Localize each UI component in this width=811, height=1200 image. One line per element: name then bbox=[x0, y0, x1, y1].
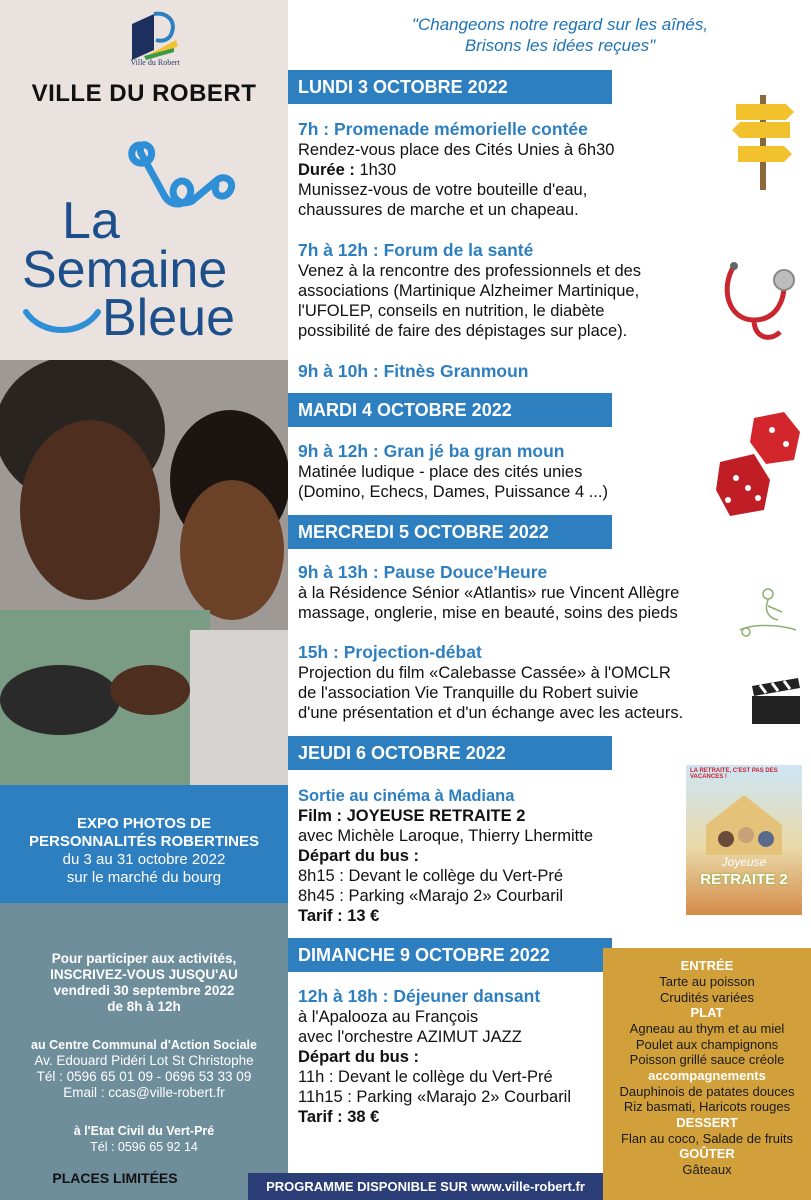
brand-semaine: Semaine bbox=[22, 241, 228, 299]
poster-house-icon bbox=[696, 785, 792, 855]
event-line: (Domino, Echecs, Dames, Puissance 4 ...) bbox=[298, 483, 608, 501]
menu-heading: GOÛTER bbox=[679, 1146, 735, 1161]
menu-heading: ENTRÉE bbox=[680, 958, 734, 973]
reg-line3: vendredi 30 septembre 2022 bbox=[53, 983, 235, 998]
menu-item: Dauphinois de patates douces bbox=[619, 1083, 795, 1099]
ccas-address: Av. Edouard Pidéri Lot St Christophe bbox=[34, 1053, 254, 1068]
reg-line2: INSCRIVEZ-VOUS JUSQU'AU bbox=[50, 967, 238, 982]
event-line: possibilité de faire des dépistages sur place). bbox=[298, 322, 628, 340]
menu-item: Poulet aux champignons bbox=[635, 1036, 779, 1052]
menu-item: Riz basmati, Haricots rouges bbox=[623, 1099, 791, 1114]
ccas-email[interactable]: Email : ccas@ville-robert.fr bbox=[63, 1085, 225, 1100]
stethoscope-icon bbox=[718, 258, 798, 348]
ccas-name: au Centre Communal d'Action Sociale bbox=[31, 1038, 257, 1052]
bus-label: Départ du bus : bbox=[298, 1048, 420, 1066]
ccas-phone: Tél : 0596 65 01 09 - 0696 53 33 09 bbox=[36, 1069, 252, 1084]
tarif: Tarif : 13 € bbox=[298, 907, 380, 925]
event-text bbox=[298, 462, 608, 502]
clapperboard-icon bbox=[748, 676, 804, 726]
menu-heading: PLAT bbox=[690, 1005, 724, 1020]
expo-line2: PERSONNALITÉS ROBERTINES bbox=[28, 833, 260, 850]
event-line: chaussures de marche et un chapeau. bbox=[298, 201, 579, 219]
reg-line4: de 8h à 12h bbox=[107, 999, 181, 1014]
expo-line3: du 3 au 31 octobre 2022 bbox=[62, 851, 226, 868]
expo-banner bbox=[0, 785, 288, 903]
event-text bbox=[298, 663, 683, 723]
day-header-mercredi: MERCREDI 5 OCTOBRE 2022 bbox=[288, 515, 612, 549]
menu-item: Crudités variées bbox=[660, 989, 754, 1005]
etat-civil-phone: Tél : 0596 65 92 14 bbox=[90, 1140, 198, 1154]
spacer bbox=[0, 1101, 288, 1123]
event-text bbox=[298, 583, 679, 623]
menu-item: Flan au coco, Salade de fruits bbox=[621, 1130, 793, 1146]
event-value: 1h30 bbox=[359, 161, 397, 179]
reg-line1: Pour participer aux activités, bbox=[51, 951, 237, 966]
event-text bbox=[298, 806, 593, 926]
event-text bbox=[298, 1007, 571, 1127]
smile-icon bbox=[22, 302, 102, 342]
event-line: à la Résidence Sénior «Atlantis» rue Vincent Allègre bbox=[298, 584, 680, 602]
ribbon-logo-icon bbox=[120, 135, 250, 235]
film-title: Film : JOYEUSE RETRAITE 2 bbox=[298, 807, 526, 825]
slogan bbox=[330, 14, 790, 56]
event-title: 15h : Projection-débat bbox=[298, 642, 482, 662]
menu-panel bbox=[603, 948, 811, 1200]
signpost-icon bbox=[728, 90, 798, 190]
footer-banner[interactable]: PROGRAMME DISPONIBLE SUR www.ville-robert.fr bbox=[248, 1173, 603, 1200]
day-header-mardi: MARDI 4 OCTOBRE 2022 bbox=[288, 393, 612, 427]
poster-word2: RETRAITE 2 bbox=[700, 871, 788, 888]
event-title: 7h à 12h : Forum de la santé bbox=[298, 240, 534, 260]
places-limited: PLACES LIMITÉES bbox=[52, 1170, 178, 1186]
event-line: associations (Martinique Alzheimer Martinique, bbox=[298, 282, 640, 300]
menu-heading: DESSERT bbox=[676, 1114, 738, 1130]
event-line: l'UFOLEP, conseils en nutrition, le diabète bbox=[298, 302, 605, 320]
event-line: 8h15 : Devant le collège du Vert-Pré bbox=[298, 867, 564, 885]
logo-caption: Ville du Robert bbox=[130, 58, 180, 67]
dice-icon bbox=[714, 408, 804, 518]
event-title: 9h à 10h : Fitnès Granmoun bbox=[298, 361, 529, 381]
event-line: 11h15 : Parking «Marajo 2» Courbaril bbox=[298, 1088, 572, 1106]
brand-la: La bbox=[62, 192, 120, 250]
event-line: 11h : Devant le collège du Vert-Pré bbox=[298, 1068, 553, 1086]
tarif: Tarif : 38 € bbox=[298, 1108, 380, 1126]
event-title: 9h à 13h : Pause Douce'Heure bbox=[298, 562, 548, 582]
bus-label: Départ du bus : bbox=[298, 847, 420, 865]
movie-poster bbox=[686, 765, 802, 915]
event-line: Munissez-vous de votre bouteille d'eau, bbox=[298, 181, 588, 199]
slogan-line2: Brisons les idées reçues" bbox=[464, 36, 656, 55]
city-title: VILLE DU ROBERT bbox=[31, 80, 257, 107]
menu-item: Tarte au poisson bbox=[659, 974, 755, 989]
event-text bbox=[298, 140, 614, 220]
day-header-lundi: LUNDI 3 OCTOBRE 2022 bbox=[288, 70, 612, 104]
event-line: avec l'orchestre AZIMUT JAZZ bbox=[298, 1028, 522, 1046]
brand-bleue: Bleue bbox=[102, 289, 235, 347]
spacer bbox=[0, 1015, 288, 1037]
menu-item: Gâteaux bbox=[682, 1162, 732, 1177]
event-text bbox=[298, 261, 641, 341]
registration-panel bbox=[0, 903, 288, 1200]
event-title: Sortie au cinéma à Madiana bbox=[298, 787, 515, 805]
hero-photo bbox=[0, 360, 288, 785]
event-label: Durée : bbox=[298, 161, 360, 179]
event-line: massage, onglerie, mise en beauté, soins des pieds bbox=[298, 604, 678, 622]
event-line: à l'Apalooza au François bbox=[298, 1008, 479, 1026]
event-title: 7h : Promenade mémorielle contée bbox=[298, 119, 588, 139]
event-line: Rendez-vous place des Cités Unies à 6h30 bbox=[298, 141, 615, 159]
menu-item: Poisson grillé sauce créole bbox=[629, 1052, 785, 1067]
event-title: 12h à 18h : Déjeuner dansant bbox=[298, 986, 541, 1006]
day-header-dimanche: DIMANCHE 9 OCTOBRE 2022 bbox=[288, 938, 612, 972]
slogan-line1: "Changeons notre regard sur les aînés, bbox=[411, 15, 709, 34]
event-line: de l'association Vie Tranquille du Robert suivie bbox=[298, 684, 639, 702]
expo-line1: EXPO PHOTOS DE bbox=[77, 815, 211, 832]
menu-heading: accompagnements bbox=[648, 1067, 766, 1083]
poster-word1: Joyeuse bbox=[721, 855, 767, 869]
massage-icon bbox=[738, 586, 800, 640]
event-line: avec Michèle Laroque, Thierry Lhermitte bbox=[298, 827, 594, 845]
event-line: Matinée ludique - place des cités unies bbox=[298, 463, 583, 481]
event-line: Projection du film «Calebasse Cassée» à l'OMCLR bbox=[298, 664, 671, 682]
day-header-jeudi: JEUDI 6 OCTOBRE 2022 bbox=[288, 736, 612, 770]
event-title: 9h à 12h : Gran jé ba gran moun bbox=[298, 441, 565, 461]
event-line: 8h45 : Parking «Marajo 2» Courbaril bbox=[298, 887, 564, 905]
left-column bbox=[0, 0, 288, 1200]
menu-item: Agneau au thym et au miel bbox=[629, 1021, 785, 1036]
event-line: Venez à la rencontre des professionnels et des bbox=[298, 262, 642, 280]
poster-tagline: LA RETRAITE, C'EST PAS DES VACANCES ! bbox=[690, 768, 778, 780]
etat-civil-name: à l'Etat Civil du Vert-Pré bbox=[73, 1124, 215, 1138]
event-line: d'une présentation et d'un échange avec les acteurs. bbox=[298, 704, 684, 722]
expo-line4: sur le marché du bourg bbox=[66, 869, 222, 886]
grandmother-child-photo-icon bbox=[0, 360, 288, 785]
